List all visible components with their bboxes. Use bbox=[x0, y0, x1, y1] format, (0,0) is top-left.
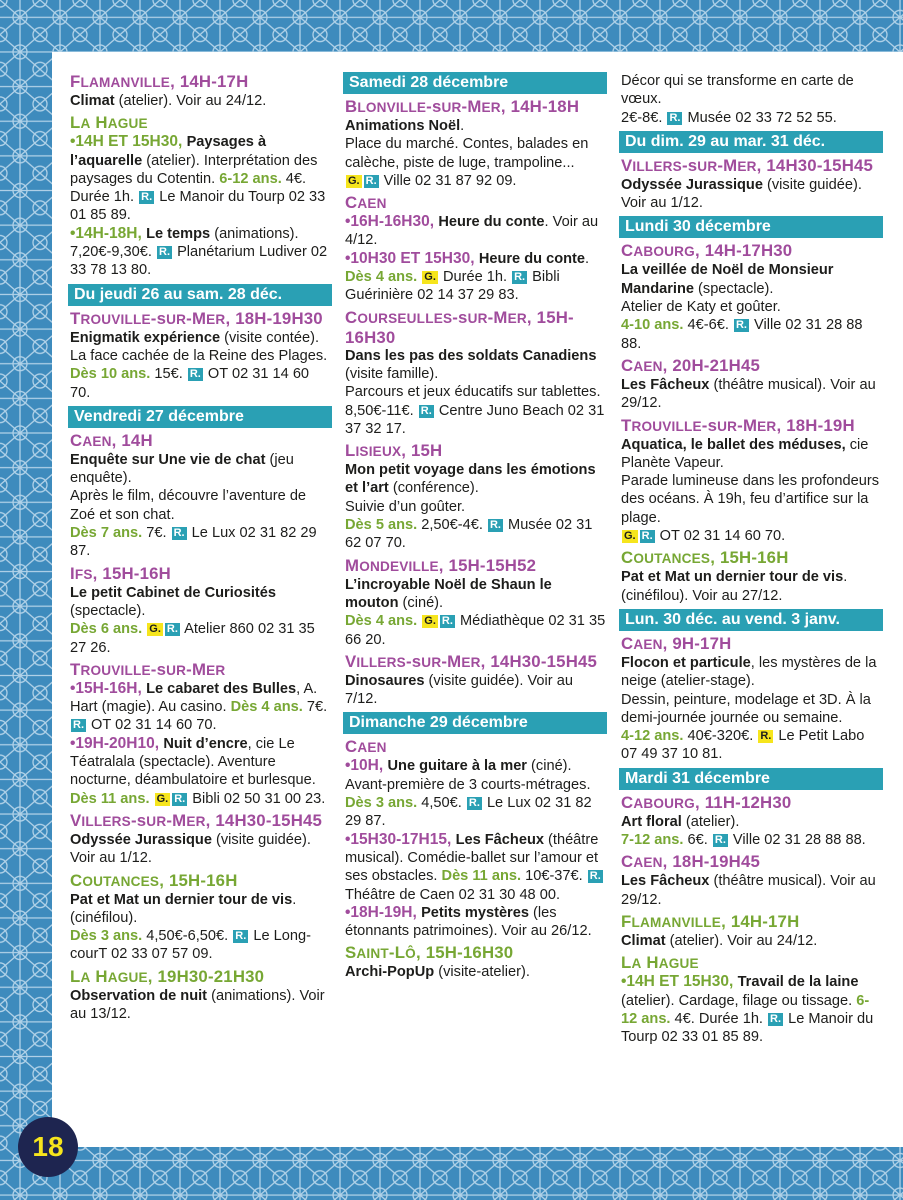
reservation-badge: R. bbox=[189, 368, 201, 381]
event-location: CAEN bbox=[345, 737, 387, 757]
reservation-badge: R. bbox=[770, 1012, 782, 1025]
event-flamanville bbox=[70, 72, 332, 110]
event-title: Observation de nuit bbox=[70, 987, 208, 1004]
event-contact: Bibli Guérinière 02 14 37 29 83. bbox=[345, 269, 560, 304]
event-details: (visite contée). La face cachée de la Reine des Plages. bbox=[70, 329, 328, 364]
event-cabourg-2 bbox=[621, 793, 883, 850]
reservation-badge: R. bbox=[365, 174, 377, 187]
event-location: FLAMANVILLE, 14H-17H bbox=[621, 911, 800, 931]
event-location: CABOURG, 14H-17H30 bbox=[621, 241, 793, 261]
event-title: Climat bbox=[70, 93, 115, 109]
event-details: (animations). Voir au 13/12. bbox=[70, 987, 325, 1022]
event-details: (atelier). bbox=[681, 813, 740, 830]
event-title: Nuit d’encre bbox=[163, 735, 248, 752]
reservation-badge: R. bbox=[235, 930, 247, 943]
event-details: (visite-atelier). bbox=[434, 964, 530, 981]
event-title: Une guitare à la mer bbox=[387, 758, 527, 775]
event-details: Durée 1h. bbox=[438, 269, 512, 286]
event-contact: OT 02 31 14 60 70. bbox=[70, 366, 310, 401]
event-location: CAEN, 18H-19H45 bbox=[621, 852, 761, 872]
age-range: Dès 6 ans. bbox=[70, 621, 143, 638]
event-cabourg bbox=[621, 241, 883, 352]
event-details: (théâtre musical). Comédie-ballet sur l’amour et ses obstacles. bbox=[345, 831, 599, 885]
event-title: Dans les pas des soldats Canadiens bbox=[345, 347, 597, 364]
event-ifs bbox=[70, 564, 332, 657]
event-details: . (cinéfilou). Voir au 27/12. bbox=[621, 569, 848, 604]
event-title: Petits mystères bbox=[421, 904, 529, 921]
event-title: La veillée de Noël de Monsieur Mandarine bbox=[621, 262, 834, 297]
event-contact: Ville 02 31 28 88 88. bbox=[728, 832, 866, 849]
event-price: 4€-6€. bbox=[683, 317, 733, 334]
free-badge: G. bbox=[149, 623, 161, 636]
reservation-badge: R. bbox=[669, 111, 681, 124]
event-price: 15€. bbox=[150, 366, 187, 383]
event-contact: Le Long-courT 02 33 07 57 09. bbox=[70, 928, 311, 963]
page-number: 18 bbox=[18, 1117, 78, 1177]
age-range: Dès 10 ans. bbox=[70, 366, 151, 383]
event-title: Le cabaret des Bulles bbox=[146, 680, 297, 697]
date-banner: Dimanche 29 décembre bbox=[343, 712, 607, 734]
event-title: Les Fâcheux bbox=[455, 831, 544, 848]
event-la-hague bbox=[621, 953, 883, 1046]
event-coutances bbox=[70, 871, 332, 964]
reservation-badge: R. bbox=[641, 530, 653, 543]
event-price: 7€. bbox=[302, 699, 328, 716]
age-range: Dès 11 ans. bbox=[441, 868, 522, 885]
event-location: TROUVILLE-sUR-MER bbox=[70, 659, 226, 679]
age-range: 6-12 ans. bbox=[621, 992, 870, 1027]
event-location: FLAMANVILLE, 14H-17H bbox=[70, 72, 249, 91]
event-contact: Le Manoir du Tourp 02 33 01 85 89. bbox=[70, 189, 326, 224]
event-caen-2 bbox=[621, 852, 883, 909]
event-title: Art floral bbox=[621, 813, 682, 830]
event-details: (atelier). Cardage, filage ou tissage. bbox=[621, 992, 857, 1009]
event-coutances bbox=[621, 548, 883, 605]
reservation-badge: R. bbox=[141, 191, 153, 204]
column-1 bbox=[70, 72, 332, 1026]
event-contact: Médiathèque 02 31 35 66 20. bbox=[345, 613, 606, 648]
event-details: (visite guidée). Voir au 1/12. bbox=[621, 176, 862, 212]
event-title: Heure du conte bbox=[438, 214, 545, 231]
event-time: •19H-20H10, bbox=[70, 734, 164, 752]
event-title: Pat et Mat un dernier tour de vis bbox=[70, 891, 293, 908]
event-mondeville bbox=[345, 556, 607, 649]
event-description: Parade lumineuse dans les profondeurs des océans. À 19h, feu d’artifice sur la plage. bbox=[621, 473, 879, 526]
event-location: BLONVILLE-sUR-MER, 14H-18H bbox=[345, 97, 580, 116]
reservation-badge: R. bbox=[714, 834, 726, 847]
age-range: 6-12 ans. bbox=[219, 170, 282, 187]
reservation-badge: R. bbox=[159, 246, 171, 259]
event-trouville bbox=[70, 309, 332, 402]
event-details: (animations). 7,20€-9,30€. bbox=[70, 225, 299, 261]
age-range: Dès 3 ans. bbox=[70, 928, 143, 945]
event-location: LA HAGUE, 19H30-21H30 bbox=[70, 966, 265, 986]
event-contact: OT 02 31 14 60 70. bbox=[655, 528, 786, 545]
column-3 bbox=[621, 72, 883, 1049]
reservation-badge: R. bbox=[73, 719, 84, 732]
event-price: 8,50€-11€. bbox=[345, 402, 418, 419]
age-range: 7-12 ans. bbox=[621, 832, 684, 849]
reservation-badge: R. bbox=[735, 319, 747, 332]
event-caen bbox=[621, 356, 883, 413]
event-location: VILLERS-sUR-MER, 14H30-15H45 bbox=[70, 810, 323, 830]
event-description: Après le film, découvre l’aventure de Zoé et son chat. bbox=[70, 488, 307, 523]
event-trouville bbox=[621, 416, 883, 546]
event-price: 7€. bbox=[142, 525, 171, 542]
event-details: (visite guidée). Voir au 7/12. bbox=[345, 672, 573, 708]
date-banner: Du dim. 29 au mar. 31 déc. bbox=[619, 131, 883, 153]
event-details: (visite famille). bbox=[345, 365, 439, 382]
event-trouville-2 bbox=[70, 660, 332, 808]
age-range: Dès 4 ans. bbox=[345, 613, 418, 630]
date-banner: Lun. 30 déc. au vend. 3 janv. bbox=[619, 609, 883, 631]
age-range: Dès 7 ans. bbox=[70, 525, 143, 542]
event-contact: Le Petit Labo 07 49 37 10 81. bbox=[621, 728, 865, 763]
event-title: Mon petit voyage dans les émotions et l’art bbox=[345, 462, 596, 497]
event-title: Enigmatik expérience bbox=[70, 329, 221, 346]
event-time: •14H-18H, bbox=[70, 224, 147, 242]
event-details: , A. Hart (magie). Au casino. bbox=[70, 680, 318, 716]
event-details: (conférence). bbox=[388, 480, 479, 497]
date-banner: Lundi 30 décembre bbox=[619, 216, 883, 238]
event-details: (atelier). Interprétation des paysages du Cotentin. bbox=[70, 152, 318, 187]
reservation-badge: R. bbox=[489, 519, 501, 532]
age-range: 4-10 ans. bbox=[621, 317, 684, 334]
event-time: •15H-16H, bbox=[70, 679, 147, 697]
event-details: (théâtre musical). Voir au 29/12. bbox=[621, 873, 876, 908]
reservation-badge: R. bbox=[514, 271, 526, 284]
event-caen-2 bbox=[345, 737, 607, 940]
event-details: . bbox=[460, 118, 465, 134]
event-location: LA HAGUE bbox=[621, 953, 699, 973]
event-price: 10€-37€. bbox=[521, 868, 587, 885]
event-title: Climat bbox=[621, 932, 666, 949]
event-saint-lo bbox=[345, 943, 607, 981]
event-description: Place du marché. Contes, balades en calèche, piste de luge, trampoline... bbox=[345, 136, 589, 171]
event-details: (visite guidée). Voir au 1/12. bbox=[70, 831, 311, 867]
event-time: •16H-16H30, bbox=[345, 213, 439, 231]
reservation-badge: R. bbox=[166, 623, 178, 636]
event-details: (ciné). Avant-première de 3 courts-métrages. bbox=[345, 758, 591, 793]
event-location: TROUVILLE-sUR-MER, 18H-19H bbox=[621, 415, 855, 435]
event-title: Enquête sur Une vie de chat bbox=[70, 451, 266, 468]
event-location: VILLERS-sUR-MER, 14H30-15H45 bbox=[621, 155, 874, 175]
event-la-hague bbox=[70, 113, 332, 279]
event-location: SAINT-LÔ, 15H-16H30 bbox=[345, 943, 514, 963]
event-details: 4€. Durée 1h. bbox=[70, 170, 307, 206]
free-badge: G. bbox=[156, 792, 169, 805]
event-location: VILLERS-sUR-MER, 14H30-15H45 bbox=[345, 651, 598, 671]
event-location: COUTANCES, 15H-16H bbox=[621, 548, 789, 568]
event-description: Parcours et jeux éducatifs sur tablettes. bbox=[345, 384, 601, 401]
event-title: Aquatica, le ballet des méduses, bbox=[621, 436, 846, 453]
event-details: (spectacle). bbox=[70, 602, 146, 619]
event-title: Travail de la laine bbox=[737, 974, 859, 991]
event-villers bbox=[70, 811, 332, 868]
event-lisieux bbox=[345, 441, 607, 552]
date-banner: Mardi 31 décembre bbox=[619, 768, 883, 790]
reservation-badge: R. bbox=[441, 615, 453, 628]
age-range: Dès 4 ans. bbox=[345, 269, 418, 286]
event-contact: Centre Juno Beach 02 31 37 32 17. bbox=[345, 402, 605, 437]
free-badge: G. bbox=[624, 530, 636, 543]
age-range: Dès 5 ans. bbox=[345, 517, 418, 534]
free-badge: G. bbox=[348, 174, 360, 187]
free-badge: G. bbox=[424, 271, 436, 284]
event-details: . Voir au 4/12. bbox=[345, 214, 599, 249]
event-location: COUTANCES, 15H-16H bbox=[70, 870, 238, 890]
event-description: Décor qui se transforme en carte de vœux. bbox=[621, 73, 854, 108]
event-price: 4€. Durée 1h. bbox=[670, 1010, 768, 1027]
event-title: L’incroyable Noël de Shaun le mouton bbox=[345, 576, 552, 611]
event-location: CAEN, 14H bbox=[70, 430, 153, 450]
event-title: Le petit Cabinet de Curiosités bbox=[70, 584, 276, 601]
reservation-badge: R. bbox=[468, 797, 480, 810]
event-price: 2,50€-4€. bbox=[417, 517, 487, 534]
event-contact: OT 02 31 14 60 70. bbox=[87, 717, 217, 734]
event-details: (atelier). Voir au 24/12. bbox=[665, 932, 818, 949]
free-badge: G. bbox=[424, 615, 436, 628]
event-title: Archi-PopUp bbox=[345, 964, 435, 981]
event-la-hague-2 bbox=[70, 967, 332, 1024]
event-time: •18H-19H, bbox=[345, 903, 422, 921]
event-location: COURSEULLES-sUR-MER, 15H-16H30 bbox=[345, 307, 574, 347]
event-contact: Le Manoir du Tourp 02 33 01 85 89. bbox=[621, 1010, 874, 1046]
event-title: Odyssée Jurassique bbox=[70, 831, 212, 848]
event-time: •15H30-17H15, bbox=[345, 830, 456, 848]
event-title: Pat et Mat un dernier tour de vis bbox=[621, 569, 844, 586]
event-details: (théâtre musical). Voir au 29/12. bbox=[621, 376, 876, 412]
reservation-badge: R. bbox=[174, 792, 186, 805]
event-caen-stage bbox=[621, 634, 883, 764]
event-price: 2€-8€. bbox=[621, 109, 667, 126]
event-contact: Le Lux 02 31 82 29 87. bbox=[345, 795, 592, 830]
event-details: , les mystères de la neige (atelier-stage). bbox=[621, 654, 877, 690]
event-villers bbox=[345, 652, 607, 709]
event-contact: Musée 02 31 62 07 70. bbox=[345, 517, 593, 552]
event-contact: Musée 02 33 72 52 55. bbox=[683, 109, 837, 126]
event-time: •14H ET 15H30, bbox=[70, 133, 187, 151]
event-details: , cie Le Téatralala (spectacle). Aventure nocturne, déambulatoire et burlesque. bbox=[70, 735, 316, 789]
age-range: Dès 3 ans. bbox=[345, 795, 418, 812]
date-banner: Vendredi 27 décembre bbox=[68, 406, 332, 428]
event-villers bbox=[621, 156, 883, 213]
event-location: CAEN, 20H-21H45 bbox=[621, 355, 761, 375]
event-contact: Atelier 860 02 31 35 27 26. bbox=[70, 621, 315, 656]
event-price: 4,50€. bbox=[417, 795, 466, 812]
event-title: Le temps bbox=[146, 225, 211, 242]
event-caen bbox=[345, 193, 607, 304]
event-contact: Planétarium Ludiver 02 33 78 13 80. bbox=[70, 244, 328, 279]
event-details: (les étonnants patrimoines). Voir au 26/12. bbox=[345, 904, 592, 940]
event-location: CAEN bbox=[345, 193, 387, 213]
event-title: Les Fâcheux bbox=[621, 873, 710, 890]
event-caen bbox=[70, 431, 332, 561]
event-flamanville bbox=[621, 912, 883, 950]
event-title: Animations Noël bbox=[345, 118, 461, 134]
event-contact: Ville 02 31 28 88 88. bbox=[621, 317, 863, 352]
event-details: . (cinéfilou). bbox=[70, 891, 297, 926]
event-contact: Bibli 02 50 31 00 23. bbox=[188, 790, 326, 807]
event-title: Odyssée Jurassique bbox=[621, 176, 763, 193]
column-2 bbox=[345, 72, 607, 985]
reservation-badge: R. bbox=[420, 404, 432, 417]
event-details: . bbox=[585, 250, 590, 267]
age-range: 4-12 ans. bbox=[621, 728, 684, 745]
event-time: •10H, bbox=[345, 757, 388, 775]
event-details: (spectacle). bbox=[693, 280, 774, 297]
event-details: (jeu enquête). bbox=[70, 451, 294, 487]
event-price: 4,50€-6,50€. bbox=[142, 928, 233, 945]
event-contact: Théâtre de Caen 02 31 30 48 00. bbox=[345, 886, 561, 903]
date-banner: Du jeudi 26 au sam. 28 déc. bbox=[68, 284, 332, 306]
age-range: Dès 11 ans. bbox=[70, 790, 150, 807]
event-title: Dinosaures bbox=[345, 672, 425, 689]
event-blonville bbox=[345, 97, 607, 190]
event-title: Flocon et particule bbox=[621, 654, 751, 671]
event-description: Dessin, peinture, modelage et 3D. À la demi-journée journée ou semaine. bbox=[621, 691, 871, 726]
event-description: Suivie d’un goûter. bbox=[345, 498, 466, 515]
event-contact: Le Lux 02 31 82 29 87. bbox=[70, 525, 317, 560]
event-details: (ciné). bbox=[398, 594, 444, 611]
event-title: Les Fâcheux bbox=[621, 376, 710, 393]
event-details: cie Planète Vapeur. bbox=[621, 436, 869, 471]
reservation-badge: R. bbox=[760, 730, 772, 743]
event-courseulles bbox=[345, 308, 607, 438]
event-title: Heure du conte bbox=[478, 250, 586, 267]
event-title: Paysages à l’aquarelle bbox=[70, 134, 267, 169]
event-time: •10H30 ET 15H30, bbox=[345, 249, 479, 267]
event-location: CAEN, 9H-17H bbox=[621, 633, 732, 653]
reservation-badge: R. bbox=[589, 870, 601, 883]
event-details: (atelier). Voir au 24/12. bbox=[114, 93, 267, 109]
event-location: TROUVILLE-sUR-MER, 18H-19H30 bbox=[70, 308, 323, 328]
event-location: CABOURG, 11H-12H30 bbox=[621, 792, 792, 812]
event-price: 6€. bbox=[683, 832, 712, 849]
event-contact: Ville 02 31 87 92 09. bbox=[379, 172, 517, 189]
event-location: IFS, 15H-16H bbox=[70, 563, 171, 583]
event-time: •14H ET 15H30, bbox=[621, 973, 738, 991]
reservation-badge: R. bbox=[173, 527, 185, 540]
event-price: 40€-320€. bbox=[683, 728, 758, 745]
event-continued bbox=[621, 72, 883, 127]
event-description: Atelier de Katy et goûter. bbox=[621, 299, 781, 316]
date-banner: Samedi 28 décembre bbox=[343, 72, 607, 94]
age-range: Dès 4 ans. bbox=[230, 699, 303, 716]
event-location: MONDEVILLE, 15H-15H52 bbox=[345, 555, 537, 575]
event-location: LA HAGUE bbox=[70, 113, 148, 133]
event-location: LISIEUX, 15H bbox=[345, 441, 443, 461]
